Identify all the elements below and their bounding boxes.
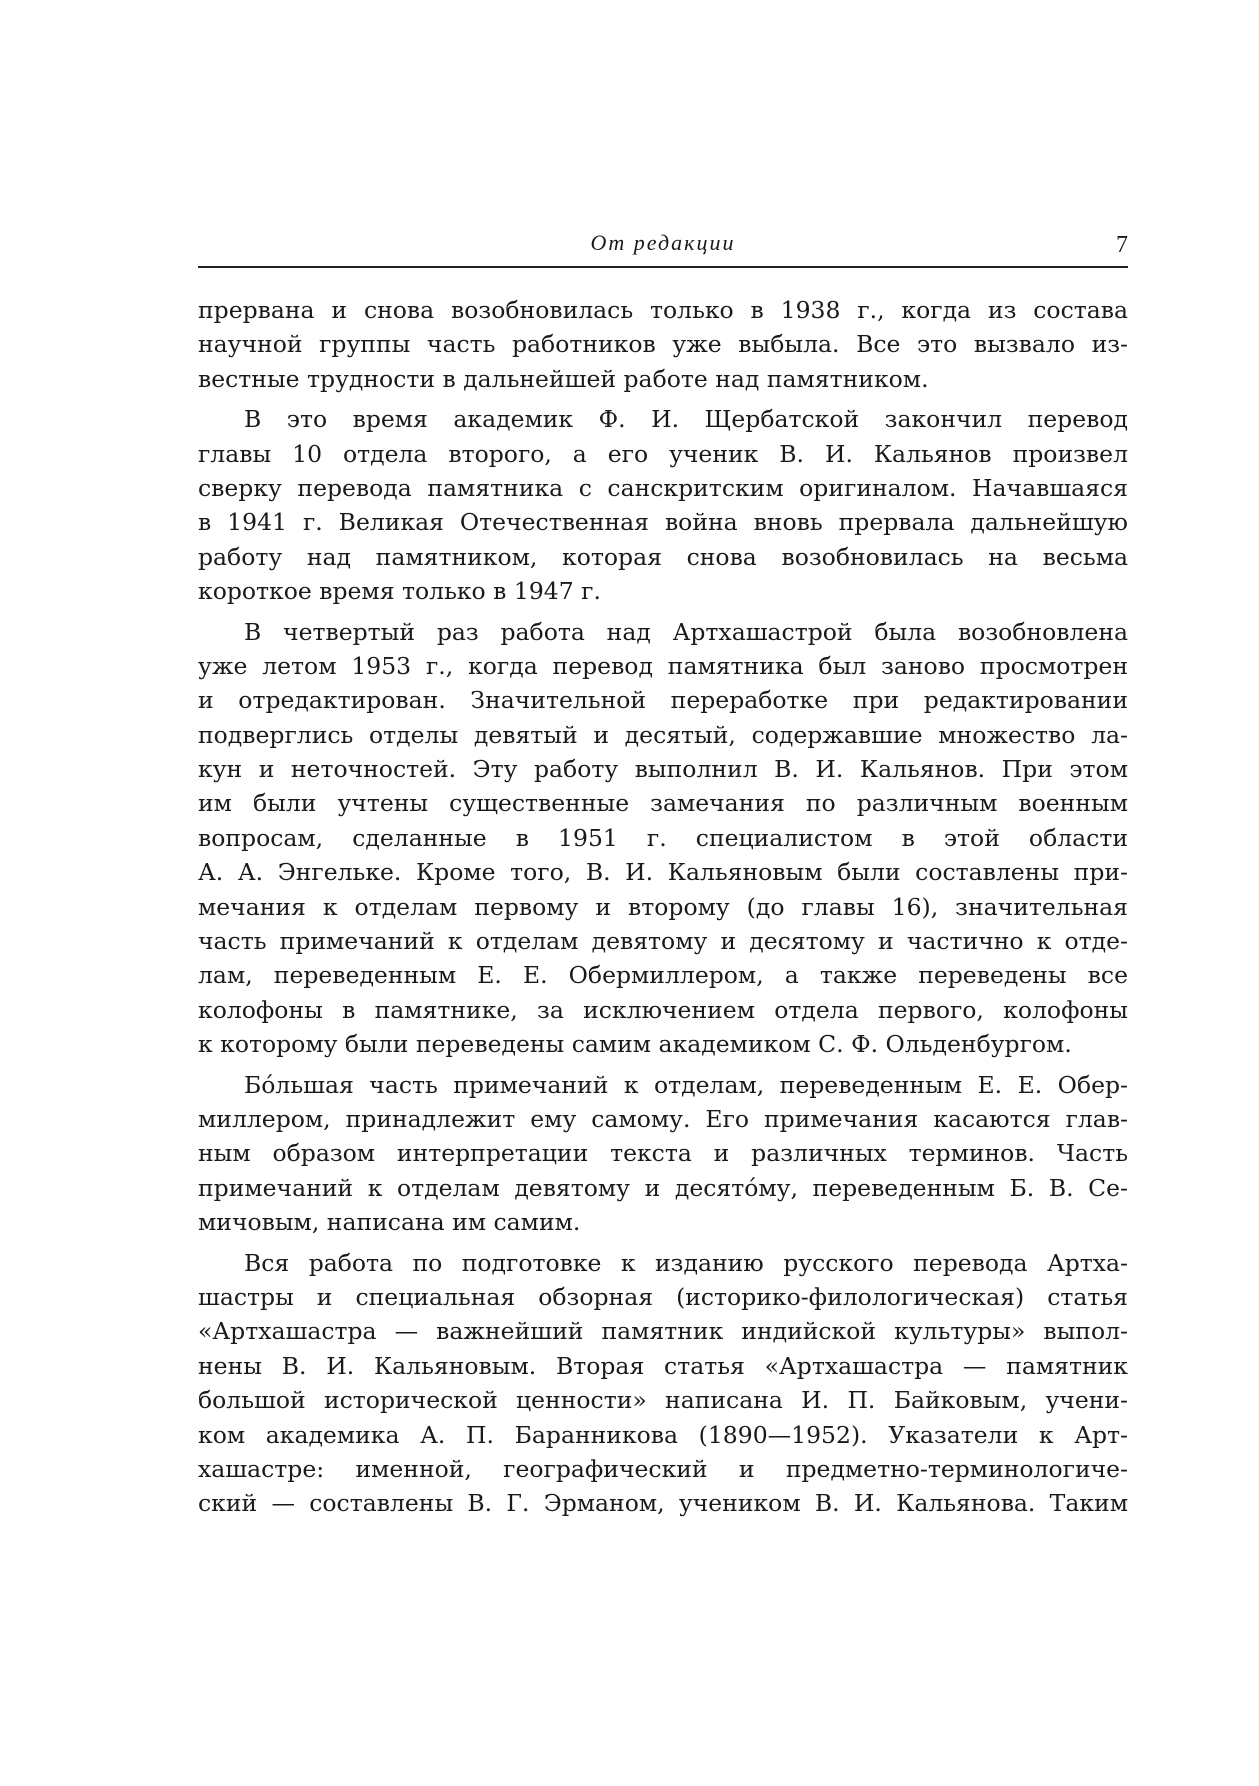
text-line: миллером, принадлежит ему самому. Его примечания касаются глав- bbox=[198, 1104, 1128, 1133]
text-line: сверку перевода памятника с санскритским оригиналом. Начавшаяся bbox=[198, 473, 1128, 502]
text-line: большой исторической ценности» написана И. П. Байковым, учени- bbox=[198, 1386, 1128, 1415]
text-line: прервана и снова возобновилась только в 1938 г., когда из состава bbox=[198, 296, 1128, 324]
text-line: нены В. И. Кальяновым. Вторая статья «Артхашастра — памятник bbox=[198, 1351, 1128, 1380]
text-line: им были учтены существенные замечания по различным военным bbox=[198, 789, 1128, 818]
paragraph bbox=[198, 1068, 1128, 1240]
text-line: лам, переведенным Е. Е. Обермиллером, а также переведены все bbox=[198, 961, 1128, 990]
text-line: шастры и специальная обзорная (историко-филологическая) статья bbox=[198, 1282, 1128, 1311]
text-line: вестные трудности в дальнейшей работе над памятником. bbox=[198, 364, 929, 393]
paragraph bbox=[198, 402, 1128, 608]
body-text bbox=[198, 293, 1128, 1521]
page-header-title: От редакции bbox=[590, 230, 736, 255]
text-line: работу над памятником, которая снова возобновилась на весьма bbox=[198, 542, 1128, 571]
text-line: вопросам, сделанные в 1951 г. специалистом в этой области bbox=[198, 823, 1128, 852]
text-line: к которому были переведены самим академиком С. Ф. Ольденбургом. bbox=[198, 1030, 1072, 1059]
page-number: 7 bbox=[1116, 232, 1128, 258]
text-line: короткое время только в 1947 г. bbox=[198, 577, 601, 606]
text-line: В это время академик Ф. И. Щербатской закончил перевод bbox=[244, 405, 1128, 434]
text-line: Бóльшая часть примечаний к отделам, переведенным Е. Е. Обер- bbox=[244, 1070, 1128, 1099]
paragraph bbox=[198, 1246, 1128, 1521]
text-line: подверглись отделы девятый и десятый, содержавшие множество ла- bbox=[198, 720, 1128, 749]
text-line: в 1941 г. Великая Отечественная война вновь прервала дальнейшую bbox=[198, 508, 1128, 537]
text-line: ский — составлены В. Г. Эрманом, учеником В. И. Кальянова. Таким bbox=[198, 1489, 1128, 1518]
paragraph bbox=[198, 293, 1128, 396]
text-line: часть примечаний к отделам девятому и десятому и частично к отде- bbox=[198, 927, 1128, 956]
text-line: мичовым, написана им самим. bbox=[198, 1208, 581, 1237]
text-line: А. А. Энгельке. Кроме того, В. И. Кальяновым были составлены при- bbox=[198, 858, 1128, 887]
text-line: главы 10 отдела второго, а его ученик В. И. Кальянов произвел bbox=[198, 439, 1128, 468]
text-line: колофоны в памятнике, за исключением отдела первого, колофоны bbox=[198, 995, 1128, 1024]
text-line: и отредактирован. Значительной переработке при редактировании bbox=[198, 686, 1128, 715]
running-header bbox=[198, 230, 1128, 266]
text-line: уже летом 1953 г., когда перевод памятника был заново просмотрен bbox=[198, 651, 1128, 680]
text-line: примечаний к отделам девятому и десятóму, переведенным Б. В. Се- bbox=[198, 1173, 1128, 1202]
header-rule bbox=[198, 266, 1128, 268]
text-line: научной группы часть работников уже выбыла. Все это вызвало из- bbox=[198, 330, 1128, 359]
text-line: хашастре: именной, географический и предметно-терминологиче- bbox=[198, 1454, 1128, 1483]
text-line: В четвертый раз работа над Артхашастрой была возобновлена bbox=[244, 617, 1128, 646]
paragraph bbox=[198, 615, 1128, 1062]
text-line: кун и неточностей. Эту работу выполнил В. И. Кальянов. При этом bbox=[198, 755, 1128, 784]
text-line: Вся работа по подготовке к изданию русского перевода Артха- bbox=[244, 1248, 1128, 1277]
text-line: мечания к отделам первому и второму (до главы 16), значительная bbox=[198, 892, 1128, 921]
text-line: ным образом интерпретации текста и различных терминов. Часть bbox=[198, 1139, 1128, 1168]
text-line: «Артхашастра — важнейший памятник индийской культуры» выпол- bbox=[198, 1317, 1128, 1346]
text-line: ком академика А. П. Баранникова (1890—1952). Указатели к Арт- bbox=[198, 1420, 1128, 1449]
